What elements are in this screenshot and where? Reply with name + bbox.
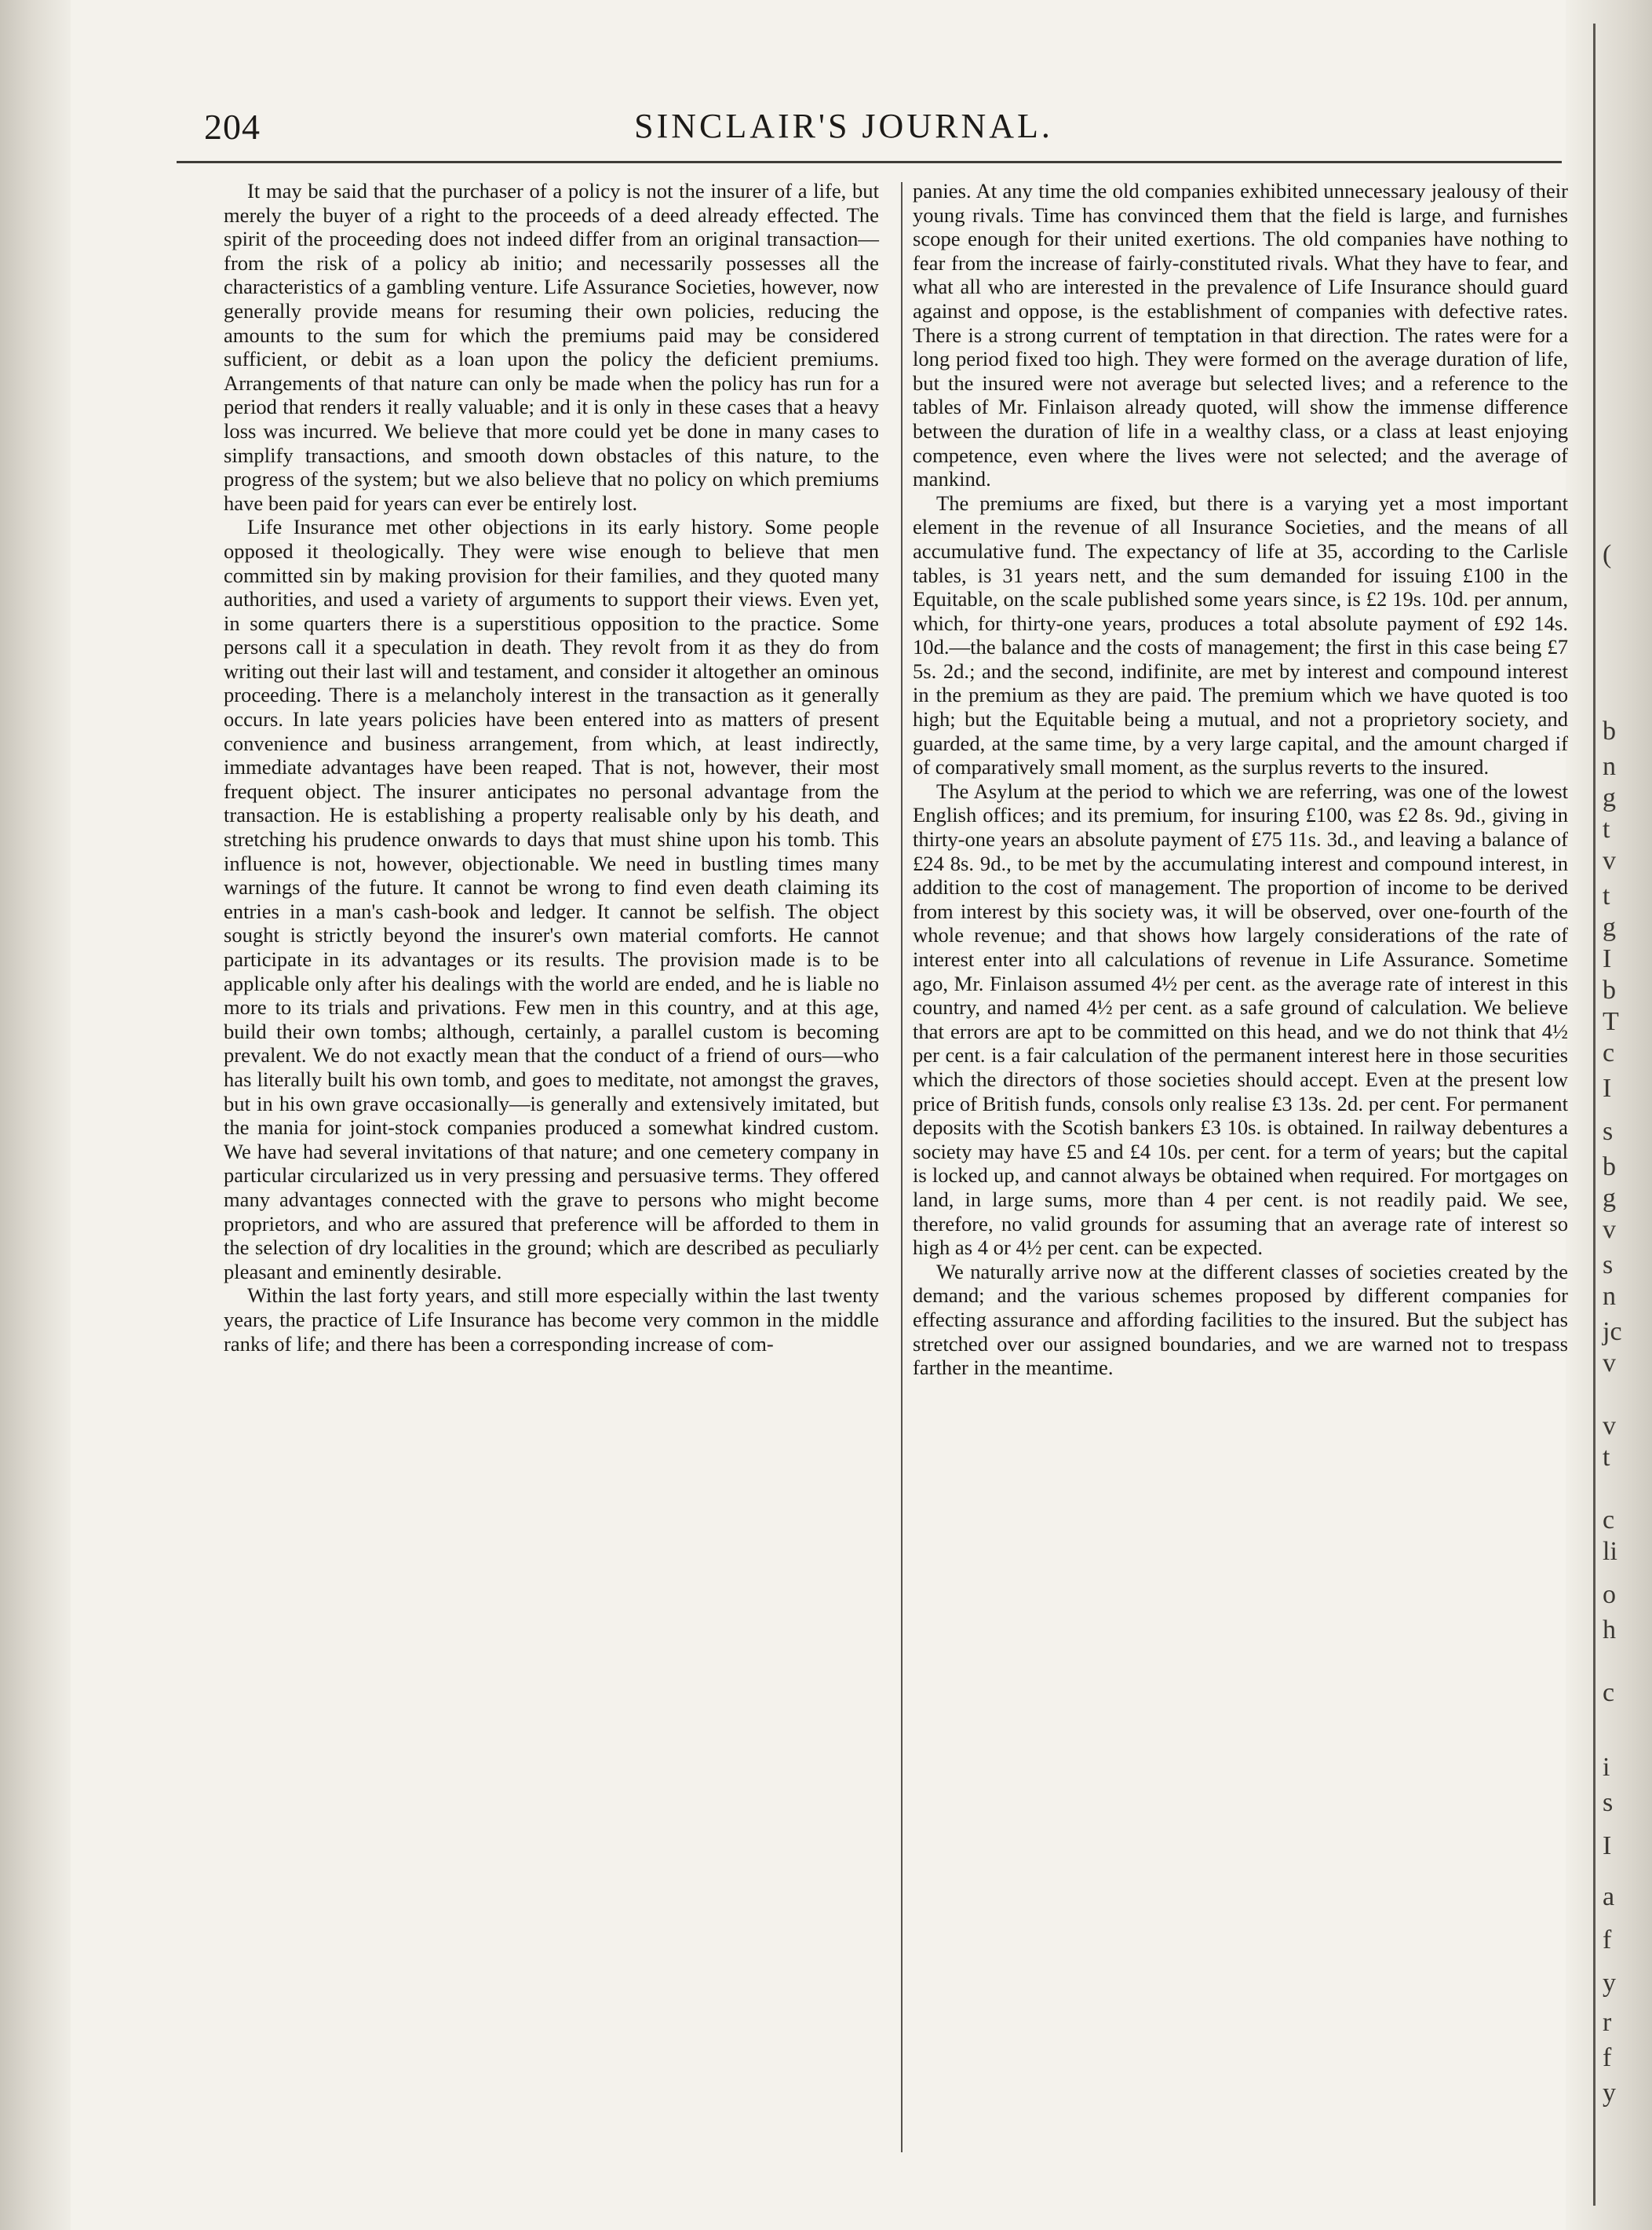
paragraph: Within the last forty years, and still more especially within the last twenty years, the practice of Life Insurance has become very common in the middle ranks of life; and there has been a corresponding increase of com- <box>224 1283 879 1356</box>
paragraph: We naturally arrive now at the different classes of societies created by the demand; and the various schemes proposed by different companies for effecting assurance and affording facilities to the insured. But the subject has stretched over our assigned boundaries, and we are warned not to trespass farther in the meantime. <box>913 1259 1568 1380</box>
bleed-glyph: o <box>1603 1580 1616 1609</box>
bleed-glyph: v <box>1603 846 1616 875</box>
bleed-glyph: v <box>1603 1349 1616 1378</box>
bleed-glyph: t <box>1603 815 1610 844</box>
bleed-glyph: jc <box>1603 1317 1622 1346</box>
facing-page-edge-rule <box>1593 24 1595 2206</box>
left-column <box>224 179 879 1356</box>
bleed-glyph: ( <box>1603 540 1612 569</box>
paragraph: panies. At any time the old companies exhibited unnecessary jealousy of their young rivals. Time has convinced them that the field is large, and furnishes scope enough for their united exertions. The old companies have nothing to fear from the increase of fairly-constituted rivals. What they have to fear, and what all who are interested in the prevalence of Life Insurance should guard against and oppose, is the establishment of companies with defective rates. There is a strong current of temptation in that direction. The rates were for a long period fixed too high. They were formed on the average duration of life, but the insured were not average but selected lives; and a reference to the tables of Mr. Finlaison already quoted, will show the immense difference between the duration of life in a wealthy class, or a class at least enjoying competence, even where the lives were not selected; and the average of mankind. <box>913 179 1568 491</box>
bleed-glyph: c <box>1603 1038 1615 1068</box>
bleed-glyph: f <box>1603 1925 1612 1954</box>
bleed-glyph: g <box>1603 1184 1616 1213</box>
bleed-glyph: li <box>1603 1537 1617 1566</box>
right-column <box>913 179 1568 1380</box>
paragraph: The premiums are fixed, but there is a varying yet a most important element in the revenue of all Insurance Societies, and the means of all accumulative fund. The expectancy of life at 35, according to the Carlisle tables, is 31 years nett, and the sum demanded for issuing £100 in the Equitable, on the scale published some years since, is £2 19s. 10d. per annum, which, for thirty-one years, produces a total absolute payment of £92 14s. 10d.—the balance and the costs of management; the first in this case being £7 5s. 2d.; and the second, indifinite, are met by interest and compound interest in the premium as they are paid. The premium which we have quoted is too high; but the Equitable being a mutual, and not a proprietory society, and guarded, at the same time, by a very large capital, and the amount charged if of comparatively small moment, as the surplus reverts to the insured. <box>913 491 1568 779</box>
bleed-glyph: b <box>1603 976 1616 1005</box>
bleed-glyph: I <box>1603 1074 1612 1103</box>
bleed-glyph: y <box>1603 2079 1616 2108</box>
bleed-glyph: b <box>1603 1152 1616 1181</box>
bleed-glyph: T <box>1603 1007 1619 1036</box>
journal-title: SINCLAIR'S JOURNAL. <box>634 107 1053 145</box>
bleed-glyph: I <box>1603 1831 1612 1860</box>
header-rule <box>177 161 1562 163</box>
bleed-glyph: b <box>1603 717 1616 746</box>
bleed-glyph: f <box>1603 2043 1612 2072</box>
bleed-glyph: s <box>1603 1788 1614 1817</box>
bleed-glyph: h <box>1603 1615 1616 1644</box>
bleed-glyph: r <box>1603 2008 1612 2037</box>
bleed-glyph: y <box>1603 1969 1616 1998</box>
page-header <box>177 98 1511 161</box>
bleed-glyph: t <box>1603 1443 1610 1472</box>
column-divider <box>901 182 903 2152</box>
paragraph: Life Insurance met other objections in its early history. Some people opposed it theologically. They were wise enough to believe that men committed sin by making provision for their families, and they quoted many authorities, and used a variety of arguments to support their views. Even yet, in some quarters there is a superstitious opposition to the practice. Some persons call it a speculation in death. They revolt from it as they do from writing out their last will and testament, and consider it altogether an ominous proceeding. There is a melancholy interest in the transaction as it generally occurs. In late years policies have been entered into as matters of present convenience and business arrangement, from which, at least indirectly, immediate advantages have been reaped. That is not, however, their most frequent object. The insurer anticipates no personal advantage from the transaction. He is establishing a property realisable only by his death, and stretching his prudence onwards to days that must shine upon his tomb. This influence is not, however, objectionable. We need in bustling times many warnings of the future. It cannot be wrong to find even death claiming its entries in a man's cash-book and ledger. It cannot be selfish. The object sought is strictly beyond the insurer's own material comforts. He cannot participate in its advantages or its results. The provision made is to be applicable only after his dealings with the world are ended, and he is liable no more to its trials and privations. Few men in this country, and at this age, build their own tombs; although, certainly, a parallel custom is becoming prevalent. We do not exactly mean that the conduct of a friend of ours—who has literally built his own tomb, and goes to meditate, not amongst the graves, but in his own grave occasionally—is generally and extensively imitated, but the mania for joint-stock companies produced a somewhat kindred custom. We have had several invitations of that nature; and one cemetery company in particular circularized us in very pressing and persuasive terms. They offered many advantages connected with the grave to persons who might become proprietors, and who are assured that preference will be afforded to them in the selection of dry localities in the ground; which are described as peculiarly pleasant and eminently desirable. <box>224 515 879 1283</box>
bleed-glyph: t <box>1603 881 1610 911</box>
bleed-glyph: g <box>1603 783 1616 812</box>
bleed-glyph: s <box>1603 1117 1614 1146</box>
bleed-glyph: c <box>1603 1506 1615 1535</box>
bleed-glyph: c <box>1603 1678 1615 1707</box>
bleed-glyph: v <box>1603 1215 1616 1244</box>
bleed-glyph: v <box>1603 1411 1616 1440</box>
bleed-glyph: i <box>1603 1753 1610 1782</box>
bleed-glyph: a <box>1603 1882 1615 1911</box>
paragraph: It may be said that the purchaser of a policy is not the insurer of a life, but merely the buyer of a right to the proceeds of a deed already effected. The spirit of the proceeding does not indeed differ from an original transaction—from the risk of a policy ab initio; and necessarily possesses all the characteristics of a gambling venture. Life Assurance Societies, however, now generally provide means for resuming their own policies, reducing the amounts to the sum for which the premiums paid may be considered sufficient, or debit as a loan upon the policy the deficient premiums. Arrangements of that nature can only be made when the policy has run for a period that renders it really valuable; and it is only in these cases that a heavy loss was incurred. We believe that more could yet be done in many cases to simplify transactions, and smooth down obstacles of this nature, to the progress of the system; but we also believe that no policy on which premiums have been paid for years can ever be entirely lost. <box>224 179 879 515</box>
left-binding-shadow <box>0 0 71 2230</box>
bleed-glyph: n <box>1603 1282 1616 1311</box>
bleed-glyph: g <box>1603 913 1616 942</box>
page-number: 204 <box>204 107 261 147</box>
bleed-glyph: I <box>1603 944 1612 973</box>
bleed-glyph: n <box>1603 752 1616 781</box>
bleed-glyph: s <box>1603 1250 1614 1279</box>
paragraph: The Asylum at the period to which we are referring, was one of the lowest English offices; and its premium, for insuring £100, was £2 8s. 9d., giving in thirty-one years an absolute payment of £75 11s. 3d., and leaving a balance of £24 8s. 9d., to be met by the accumulating interest and compound interest, in addition to the cost of management. The proportion of income to be derived from interest by this society was, it will be observed, over one-fourth of the whole revenue; and that shows how largely considerations of the rate of interest enter into all calculations of revenue in Life Assurance. Sometime ago, Mr. Finlaison assumed 4½ per cent. as the average rate of interest in this country, and named 4½ per cent. as a safe ground of calculation. We believe that errors are apt to be committed on this head, and we do not think that 4½ per cent. is a fair calculation of the permanent interest here in those securities which the directors of those societies should accept. Even at the present low price of British funds, consols only realise £3 13s. 2d. per cent. For permanent deposits with the Scotish bankers £3 10s. is obtained. In railway debentures a society may have £5 and £4 10s. per cent. for a term of years; but the capital is locked up, and cannot always be obtained when required. For mortgages on land, in large sums, more than 4 per cent. is not readily paid. We see, therefore, no valid grounds for assuming that an average rate of interest so high as 4 or 4½ per cent. can be expected. <box>913 779 1568 1260</box>
